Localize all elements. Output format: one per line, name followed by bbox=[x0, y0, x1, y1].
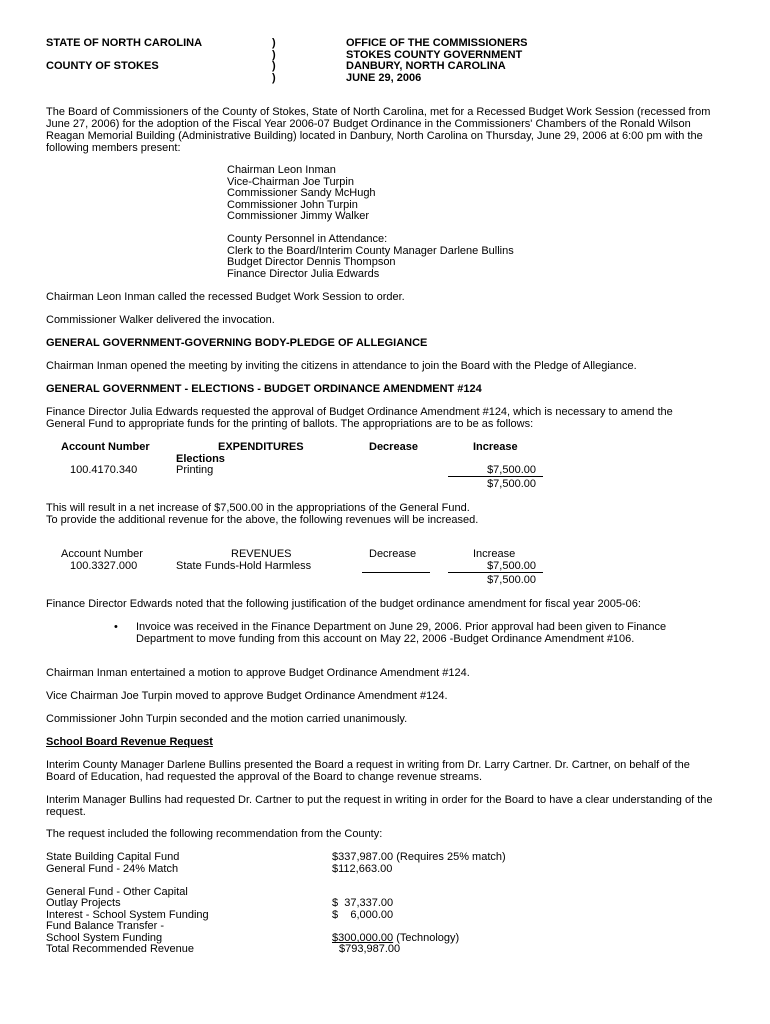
header-paren: ) bbox=[272, 72, 276, 84]
rev-sum-rule bbox=[448, 572, 543, 573]
rec-total-value: $793,987.00 bbox=[339, 943, 401, 955]
school-heading: School Board Revenue Request bbox=[46, 736, 213, 748]
personnel-name: Budget Director Dennis Thompson bbox=[227, 256, 396, 268]
header-location: DANBURY, NORTH CAROLINA bbox=[346, 60, 506, 72]
rec-value: $ 6,000.00 bbox=[332, 909, 394, 921]
member-name: Commissioner Jimmy Walker bbox=[227, 210, 369, 222]
header-county: COUNTY OF STOKES bbox=[46, 60, 159, 72]
call-to-order-text: Chairman Leon Inman called the recessed Budget Work Session to order. bbox=[46, 291, 405, 303]
rev-account-number: 100.3327.000 bbox=[70, 560, 138, 572]
rev-decrease-rule bbox=[362, 572, 430, 573]
header-government: STOKES COUNTY GOVERNMENT bbox=[346, 49, 523, 61]
header-date: JUNE 29, 2006 bbox=[346, 72, 422, 84]
rec-total-label: Total Recommended Revenue bbox=[46, 943, 194, 955]
header-state: STATE OF NORTH CAROLINA bbox=[46, 37, 203, 49]
exp-item: Printing bbox=[176, 464, 214, 476]
rev-item: State Funds-Hold Harmless bbox=[176, 560, 312, 572]
rec-label: State Building Capital Fund bbox=[46, 851, 180, 863]
intro-paragraph: The Board of Commissioners of the County of Stokes, State of North Carolina, met for a Recessed Budget Work Session (recessed from June 27, 2006) for the adoption of the Fiscal Year 2006-07 Budget Ordinance in the Commissioners' Chambers of the Ronald Wilson Reagan Memorial Building (Administrative Building) located in Danbury, North Carolina on Thursday, June 29, 2006 at 6:00 pm with the following members present: bbox=[46, 106, 711, 154]
header-paren: ) bbox=[272, 60, 276, 72]
moved-text: Vice Chairman Joe Turpin moved to approve Budget Ordinance Amendment #124. bbox=[46, 690, 448, 702]
rec-value: $300,000.00 bbox=[332, 932, 394, 944]
invocation-text: Commissioner Walker delivered the invocation. bbox=[46, 314, 275, 326]
rec-label: Fund Balance Transfer - bbox=[46, 920, 165, 932]
exp-increase-value: $7,500.00 bbox=[487, 464, 536, 476]
exp-header-expenditures: EXPENDITURES bbox=[218, 441, 304, 453]
rev-total: $7,500.00 bbox=[487, 574, 536, 586]
justification-text: Finance Director Edwards noted that the following justification of the budget ordinance amendment for fiscal year 2005-06: bbox=[46, 598, 641, 610]
member-name: Commissioner Sandy McHugh bbox=[227, 187, 376, 199]
motion-text: Chairman Inman entertained a motion to approve Budget Ordinance Amendment #124. bbox=[46, 667, 470, 679]
header-paren: ) bbox=[272, 37, 276, 49]
rec-value: $337,987.00 (Requires 25% match) bbox=[332, 851, 506, 863]
bullet-dot: • bbox=[114, 621, 118, 633]
net-increase-text: This will result in a net increase of $7,500.00 in the appropriations of the General Fund. bbox=[46, 502, 470, 514]
personnel-name: Clerk to the Board/Interim County Manager Darlene Bullins bbox=[227, 245, 514, 257]
rec-label: Outlay Projects bbox=[46, 897, 121, 909]
elections-heading: GENERAL GOVERNMENT - ELECTIONS - BUDGET ORDINANCE AMENDMENT #124 bbox=[46, 383, 482, 395]
member-name: Vice-Chairman Joe Turpin bbox=[227, 176, 354, 188]
pledge-heading: GENERAL GOVERNMENT-GOVERNING BODY-PLEDGE OF ALLEGIANCE bbox=[46, 337, 428, 349]
rec-label: School System Funding bbox=[46, 932, 163, 944]
pledge-text: Chairman Inman opened the meeting by inviting the citizens in attendance to join the Board with the Pledge of Allegiance. bbox=[46, 360, 637, 372]
school-paragraph-3: The request included the following recommendation from the County: bbox=[46, 828, 383, 840]
member-name: Commissioner John Turpin bbox=[227, 199, 358, 211]
rev-header-account: Account Number bbox=[61, 548, 143, 560]
exp-sum-rule bbox=[448, 476, 543, 477]
exp-header-increase: Increase bbox=[473, 441, 518, 453]
request-paragraph: Finance Director Julia Edwards requested the approval of Budget Ordinance Amendment #124, which is necessary to amend the General Fund to appropriate funds for the printing of ballots. The appropriations are to be as follows: bbox=[46, 406, 673, 430]
header-paren: ) bbox=[272, 49, 276, 61]
school-paragraph-2: Interim Manager Bullins had requested Dr. Cartner to put the request in writing in order for the Board to have a clear understanding of the request. bbox=[46, 794, 713, 818]
rec-note: (Technology) bbox=[393, 932, 460, 944]
header-office: OFFICE OF THE COMMISSIONERS bbox=[346, 37, 528, 49]
rev-header-increase: Increase bbox=[473, 548, 516, 560]
school-paragraph-1: Interim County Manager Darlene Bullins presented the Board a request in writing from Dr. Larry Cartner. Dr. Cartner, on behalf of the Board of Education, had requested the approval of the Board to change revenue streams. bbox=[46, 759, 690, 783]
rec-label: Interest - School System Funding bbox=[46, 909, 209, 921]
exp-subheader: Elections bbox=[176, 453, 225, 465]
exp-header-decrease: Decrease bbox=[369, 441, 418, 453]
rec-value: $112,663.00 bbox=[332, 863, 393, 875]
seconded-text: Commissioner John Turpin seconded and the motion carried unanimously. bbox=[46, 713, 408, 725]
rev-header-decrease: Decrease bbox=[369, 548, 417, 560]
exp-header-account: Account Number bbox=[61, 441, 150, 453]
personnel-name: Finance Director Julia Edwards bbox=[227, 268, 380, 280]
rev-header-revenues: REVENUES bbox=[231, 548, 292, 560]
exp-total: $7,500.00 bbox=[487, 478, 536, 490]
rec-value: $ 37,337.00 bbox=[332, 897, 394, 909]
personnel-heading: County Personnel in Attendance: bbox=[227, 233, 388, 245]
rec-label: General Fund - 24% Match bbox=[46, 863, 179, 875]
bullet-item: Invoice was received in the Finance Department on June 29, 2006. Prior approval had been given to Finance Department to move funding from this account on May 22, 2006 -Budget Ordinance Amendment #106. bbox=[136, 621, 667, 645]
rev-increase-value: $7,500.00 bbox=[487, 560, 536, 572]
exp-account-number: 100.4170.340 bbox=[70, 464, 138, 476]
member-name: Chairman Leon Inman bbox=[227, 164, 336, 176]
rec-label: General Fund - Other Capital bbox=[46, 886, 188, 898]
additional-revenue-text: To provide the additional revenue for the above, the following revenues will be increased. bbox=[46, 514, 479, 526]
